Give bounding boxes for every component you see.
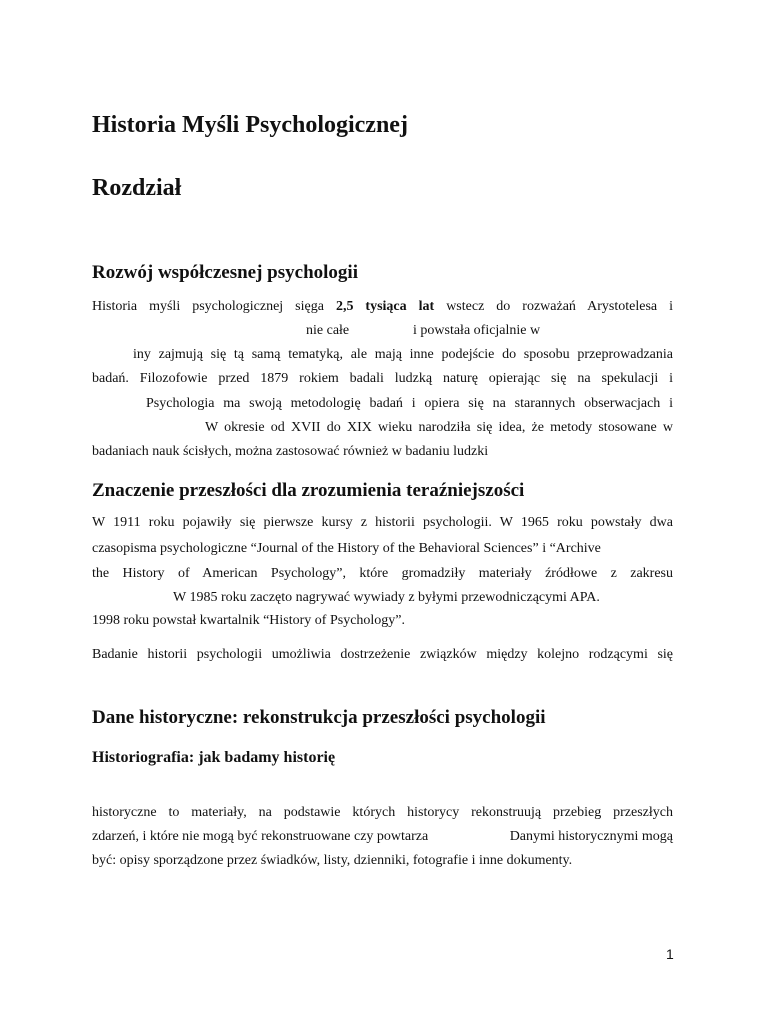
paragraph-fragment: nie całe	[306, 323, 350, 338]
paragraph-line: czasopisma psychologiczne “Journal of the History of the Behavioral Sciences” i “Archive	[92, 541, 601, 556]
paragraph-line: Psychologia ma swoją metodologię badań i opiera się na starannych obserwacjach i	[146, 396, 673, 411]
section-heading: Znaczenie przeszłości dla zrozumienia teraźniejszości	[92, 480, 525, 501]
paragraph-line: 1998 roku powstał kwartalnik “History of Psychology”.	[92, 613, 406, 628]
paragraph-line: the History of American Psychology”, które gromadziły materiały źródłowe z zakresu	[92, 566, 673, 581]
paragraph-fragment: zdarzeń, i które nie mogą być rekonstruowane czy powtarza	[92, 829, 429, 844]
paragraph-line: historyczne to materiały, na podstawie których historycy rekonstruują przebieg przeszłych	[92, 805, 673, 820]
paragraph-line: W okresie od XVII do XIX wieku narodziła się idea, że metody stosowane w	[205, 420, 673, 435]
paragraph-line: badaniach nauk ścisłych, można zastosować również w badaniu ludzki	[92, 444, 489, 459]
section-heading: Dane historyczne: rekonstrukcja przeszłości psychologii	[92, 707, 546, 728]
page-number: 1	[666, 946, 674, 962]
paragraph-fragment: i powstała oficjalnie w	[413, 323, 541, 338]
paragraph-line: W 1911 roku pojawiły się pierwsze kursy z historii psychologii. W 1965 roku powstały dwa	[92, 515, 673, 530]
paragraph-line: Badanie historii psychologii umożliwia dostrzeżenie związków między kolejno rodzącymi się	[92, 647, 673, 662]
emphasis-text: 2,5 tysiąca lat	[335, 299, 435, 314]
paragraph-line	[92, 298, 673, 316]
text-run: wstecz do rozważań Arystotelesa i	[434, 299, 673, 314]
chapter-heading: Rozdział	[92, 175, 182, 201]
text-run: Historia myśli psychologicznej sięga	[92, 299, 336, 314]
paragraph-fragment: Danymi historycznymi mogą	[509, 829, 673, 844]
paragraph-line: iny zajmują się tą samą tematyką, ale mają inne podejście do sposobu przeprowadzania	[133, 347, 673, 362]
paragraph-line: W 1985 roku zaczęto nagrywać wywiady z byłymi przewodniczącymi APA.	[173, 590, 600, 605]
document-title: Historia Myśli Psychologicznej	[92, 112, 408, 138]
paragraph-line: być: opisy sporządzone przez świadków, listy, dzienniki, fotografie i inne dokumenty.	[92, 853, 573, 868]
subsection-heading: Historiografia: jak badamy historię	[92, 749, 336, 766]
section-heading: Rozwój współczesnej psychologii	[92, 262, 358, 283]
paragraph-line: badań. Filozofowie przed 1879 rokiem badali ludzką naturę opierając się na spekulacji i	[92, 371, 673, 386]
